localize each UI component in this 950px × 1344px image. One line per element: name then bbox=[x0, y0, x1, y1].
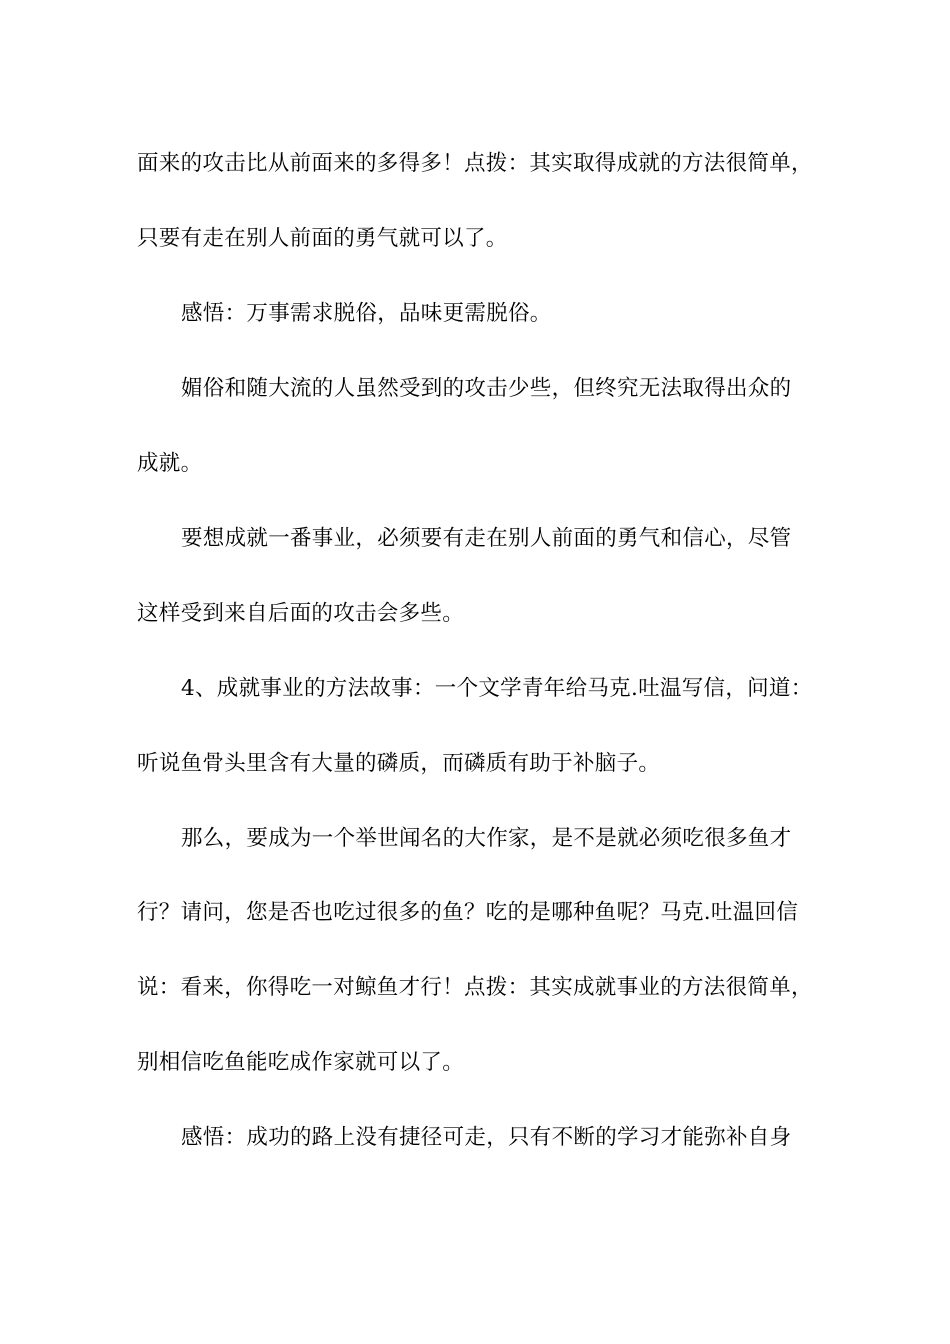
text-line: 4、成就事业的方法故事：一个文学青年给马克.吐温写信，问道： bbox=[181, 676, 813, 701]
text-line: 听说鱼骨头里含有大量的磷质，而磷质有助于补脑子。 bbox=[137, 751, 661, 776]
text-line: 只要有走在别人前面的勇气就可以了。 bbox=[137, 226, 508, 251]
text-line: 成就。 bbox=[137, 451, 203, 476]
text-line: 媚俗和随大流的人虽然受到的攻击少些，但终究无法取得出众的 bbox=[181, 376, 792, 401]
text-line: 感悟：成功的路上没有捷径可走，只有不断的学习才能弥补自身 bbox=[181, 1125, 792, 1150]
text-line: 这样受到来自后面的攻击会多些。 bbox=[137, 601, 465, 626]
text-line: 感悟：万事需求脱俗，品味更需脱俗。 bbox=[181, 301, 552, 326]
text-line: 那么，要成为一个举世闻名的大作家，是不是就必须吃很多鱼才 bbox=[181, 826, 792, 851]
text-line: 要想成就一番事业，必须要有走在别人前面的勇气和信心，尽管 bbox=[181, 526, 792, 551]
text-line: 面来的攻击比从前面来的多得多！点拨：其实取得成就的方法很简单， bbox=[137, 151, 813, 176]
text-line: 说：看来，你得吃一对鲸鱼才行！点拨：其实成就事业的方法很简单， bbox=[137, 975, 813, 1000]
text-line: 别相信吃鱼能吃成作家就可以了。 bbox=[137, 1050, 465, 1075]
text-line: 行？请问，您是否也吃过很多的鱼？吃的是哪种鱼呢？马克.吐温回信 bbox=[137, 900, 799, 925]
